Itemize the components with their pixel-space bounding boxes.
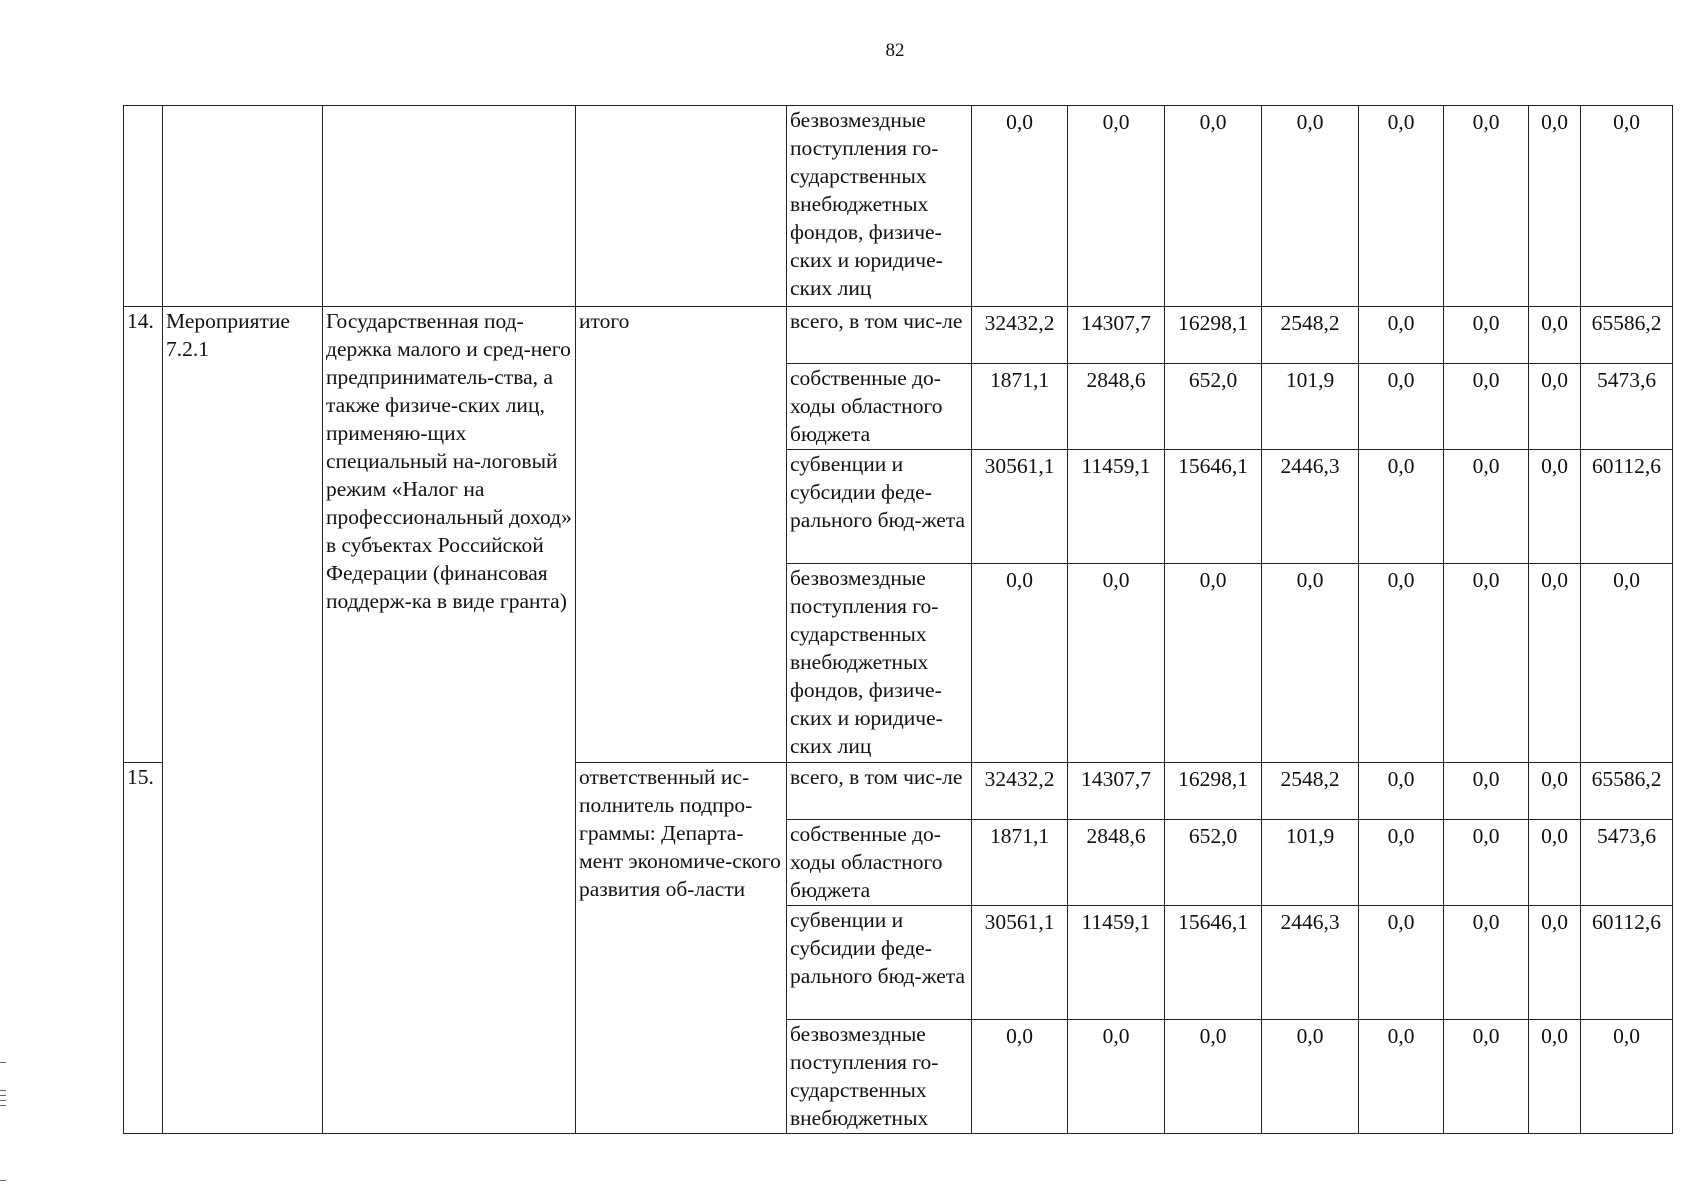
value-cell: 0,0: [1529, 307, 1581, 364]
value-cell: 0,0: [1444, 820, 1529, 906]
executor-cell: [576, 106, 787, 307]
value-cell: 16298,1: [1165, 763, 1262, 820]
value-cell: 30561,1: [972, 906, 1068, 1020]
funding-source-label: безвозмездные поступления го-сударственных внебюджетных фондов, физиче-ских и юридиче-ских лиц: [787, 564, 972, 763]
funding-source-label: собственные до-ходы областного бюджета: [787, 820, 972, 906]
value-cell: 0,0: [1529, 906, 1581, 1020]
value-cell: 0,0: [1262, 1020, 1359, 1134]
value-cell: 101,9: [1262, 820, 1359, 906]
value-cell: 0,0: [1068, 106, 1165, 307]
value-cell: 0,0: [1529, 450, 1581, 564]
value-cell: 0,0: [1359, 106, 1444, 307]
value-cell: 0,0: [1444, 1020, 1529, 1134]
value-cell: 2446,3: [1262, 906, 1359, 1020]
funding-source-label: безвозмездные поступления го-сударственных внебюджетных: [787, 1020, 972, 1134]
funding-source-label: субвенции и субсидии феде-рального бюд-жета: [787, 450, 972, 564]
value-cell: 0,0: [1359, 564, 1444, 763]
value-cell: 0,0: [1359, 906, 1444, 1020]
page-number: 82: [885, 40, 905, 61]
value-cell: 0,0: [1529, 820, 1581, 906]
value-cell: 0,0: [1444, 364, 1529, 450]
value-cell: 0,0: [1581, 564, 1673, 763]
funding-source-label: субвенции и субсидии феде-рального бюд-жета: [787, 906, 972, 1020]
value-cell: 0,0: [1359, 820, 1444, 906]
value-cell: 14307,7: [1068, 307, 1165, 364]
executor-cell: ответственный ис-полнитель подпро-граммы: Департа-мент экономиче-ского развития об-ласти: [576, 763, 787, 1134]
value-cell: 0,0: [1359, 307, 1444, 364]
value-cell: 0,0: [1444, 564, 1529, 763]
value-cell: 11459,1: [1068, 906, 1165, 1020]
value-cell: 0,0: [1581, 106, 1673, 307]
margin-mark: [0, 1180, 6, 1181]
value-cell: 60112,6: [1581, 906, 1673, 1020]
value-cell: 0,0: [1529, 1020, 1581, 1134]
value-cell: 14307,7: [1068, 763, 1165, 820]
margin-mark: [0, 1090, 6, 1091]
value-cell: 0,0: [1262, 106, 1359, 307]
description-cell: Государственная под-держка малого и сред-него предприниматель-ства, а также физиче-ских лиц, применяю-щих специальный на-логовый режим «Налог на профессиональный доход» в субъектах Российской Федерации (финансовая поддерж-ка в виде гранта): [323, 307, 576, 1134]
value-cell: 0,0: [1359, 364, 1444, 450]
value-cell: 65586,2: [1581, 763, 1673, 820]
value-cell: 1871,1: [972, 364, 1068, 450]
value-cell: 0,0: [1165, 1020, 1262, 1134]
value-cell: 30561,1: [972, 450, 1068, 564]
row-number-cell: 14.: [124, 307, 163, 763]
value-cell: 652,0: [1165, 820, 1262, 906]
value-cell: 0,0: [1262, 564, 1359, 763]
value-cell: 0,0: [1529, 564, 1581, 763]
margin-mark: [0, 1062, 6, 1063]
value-cell: 0,0: [972, 564, 1068, 763]
value-cell: 16298,1: [1165, 307, 1262, 364]
value-cell: 101,9: [1262, 364, 1359, 450]
value-cell: 0,0: [1444, 906, 1529, 1020]
value-cell: 0,0: [972, 106, 1068, 307]
event-cell: [163, 106, 323, 307]
value-cell: 2548,2: [1262, 763, 1359, 820]
value-cell: 2848,6: [1068, 820, 1165, 906]
value-cell: 32432,2: [972, 307, 1068, 364]
value-cell: 0,0: [1529, 106, 1581, 307]
value-cell: 0,0: [1444, 106, 1529, 307]
value-cell: 0,0: [972, 1020, 1068, 1134]
value-cell: 0,0: [1444, 763, 1529, 820]
value-cell: 0,0: [1444, 307, 1529, 364]
description-cell: [323, 106, 576, 307]
value-cell: 1871,1: [972, 820, 1068, 906]
funding-source-label: собственные до-ходы областного бюджета: [787, 364, 972, 450]
value-cell: 15646,1: [1165, 450, 1262, 564]
funding-source-label: безвозмездные поступления го-сударственных внебюджетных фондов, физиче-ских и юридиче-ских лиц: [787, 106, 972, 307]
executor-cell: итого: [576, 307, 787, 763]
value-cell: 0,0: [1165, 564, 1262, 763]
margin-mark: [0, 1100, 6, 1101]
funding-table: [123, 105, 1673, 1134]
table-row: [124, 307, 1673, 364]
margin-mark: [0, 1105, 6, 1106]
value-cell: 0,0: [1529, 763, 1581, 820]
value-cell: 5473,6: [1581, 820, 1673, 906]
value-cell: 0,0: [1529, 364, 1581, 450]
margin-mark: [0, 1095, 6, 1096]
value-cell: 0,0: [1444, 450, 1529, 564]
value-cell: 5473,6: [1581, 364, 1673, 450]
value-cell: 0,0: [1068, 564, 1165, 763]
value-cell: 11459,1: [1068, 450, 1165, 564]
value-cell: 2446,3: [1262, 450, 1359, 564]
event-cell: Мероприятие 7.2.1: [163, 307, 323, 1134]
value-cell: 0,0: [1359, 1020, 1444, 1134]
table-row: [124, 106, 1673, 307]
row-number-cell: 15.: [124, 763, 163, 1134]
funding-source-label: всего, в том чис-ле: [787, 763, 972, 820]
value-cell: 2548,2: [1262, 307, 1359, 364]
value-cell: 15646,1: [1165, 906, 1262, 1020]
value-cell: 2848,6: [1068, 364, 1165, 450]
value-cell: 0,0: [1359, 763, 1444, 820]
value-cell: 0,0: [1165, 106, 1262, 307]
row-number-cell: [124, 106, 163, 307]
funding-source-label: всего, в том чис-ле: [787, 307, 972, 364]
value-cell: 0,0: [1359, 450, 1444, 564]
value-cell: 60112,6: [1581, 450, 1673, 564]
value-cell: 0,0: [1068, 1020, 1165, 1134]
value-cell: 65586,2: [1581, 307, 1673, 364]
value-cell: 652,0: [1165, 364, 1262, 450]
value-cell: 32432,2: [972, 763, 1068, 820]
value-cell: 0,0: [1581, 1020, 1673, 1134]
